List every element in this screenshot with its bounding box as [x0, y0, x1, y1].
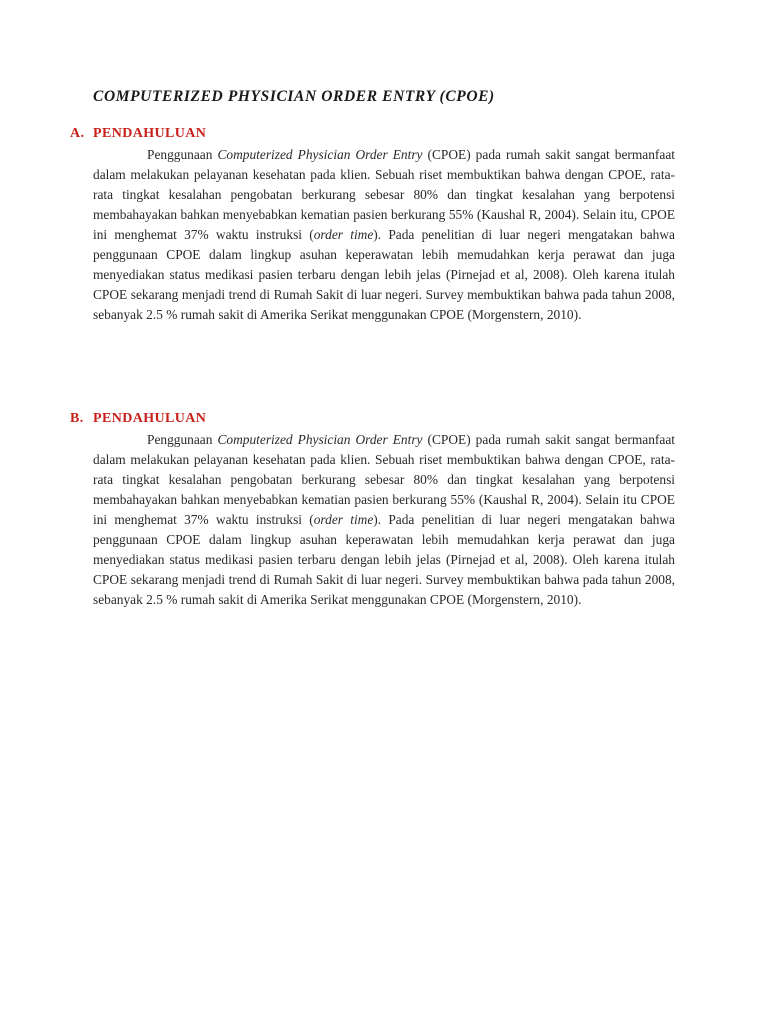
paragraph-text: (CPOE) pada rumah sakit sangat bermanfaat dalam melakukan pelayanan kesehatan pada klien. Sebuah riset membuktikan bahwa dengan CPOE, rata-rata tingkat kesalahan pengobatan berkurang sebesar 80% dan tingkat kesalahan yang berpotensi membahayakan bahkan menyebabkan kematian pasien berkurang 55% (Kaushal R, 2004). Selain itu, CPOE ini menghemat 37% waktu instruksi ( — [93, 147, 675, 242]
section-heading — [70, 125, 675, 143]
paragraph-italic-term: Computerized Physician Order Entry — [217, 147, 423, 162]
paragraph-italic-term: Computerized Physician Order Entry — [217, 432, 423, 447]
paragraph-italic-term: order time — [313, 512, 374, 527]
section-a — [70, 125, 675, 325]
paragraph-text: ). Pada penelitian di luar negeri mengatakan bahwa penggunaan CPOE dalam lingkup asuhan keperawatan lebih memudahkan kerja perawat dan juga menyediakan status medikasi pasien terbaru dengan lebih jelas (Pirnejad et al, 2008). Oleh karena itulah CPOE sekarang menjadi trend di Rumah Sakit di luar negeri. Survey membuktikan bahwa pada tahun 2008, sebanyak 2.5 % rumah sakit di Amerika Serikat menggunakan CPOE (Morgenstern, 2010). — [93, 227, 675, 322]
paragraph-text: (CPOE) pada rumah sakit sangat bermanfaat dalam melakukan pelayanan kesehatan pada klien. Sebuah riset membuktikan bahwa dengan CPOE, rata-rata tingkat kesalahan pengobatan berkurang sebesar 80% dan tingkat kesalahan yang berpotensi membahayakan bahkan menyebabkan kematian pasien berkurang 55% (Kaushal R, 2004). Selain itu CPOE ini menghemat 37% waktu instruksi ( — [93, 432, 675, 527]
section-paragraph — [93, 145, 675, 325]
paragraph-text: Penggunaan — [147, 147, 218, 162]
section-letter: A. — [70, 126, 85, 141]
section-heading-text: PENDAHULUAN — [93, 411, 207, 426]
paragraph-text: ). Pada penelitian di luar negeri mengatakan bahwa penggunaan CPOE dalam lingkup asuhan keperawatan lebih memudahkan kerja perawat dan juga menyediakan status medikasi pasien terbaru dengan lebih jelas (Pirnejad et al, 2008). Oleh karena itulah CPOE sekarang menjadi trend di Rumah Sakit di luar negeri. Survey membuktikan bahwa pada tahun 2008, sebanyak 2.5 % rumah sakit di Amerika Serikat menggunakan CPOE (Morgenstern, 2010). — [93, 512, 675, 607]
section-paragraph — [93, 430, 675, 610]
document-title: COMPUTERIZED PHYSICIAN ORDER ENTRY (CPOE) — [93, 88, 495, 105]
section-letter: B. — [70, 411, 84, 426]
section-heading — [70, 410, 675, 428]
section-b — [70, 410, 675, 610]
paragraph-text: Penggunaan — [147, 432, 218, 447]
paragraph-italic-term: order time — [313, 227, 374, 242]
section-heading-text: PENDAHULUAN — [93, 126, 207, 141]
